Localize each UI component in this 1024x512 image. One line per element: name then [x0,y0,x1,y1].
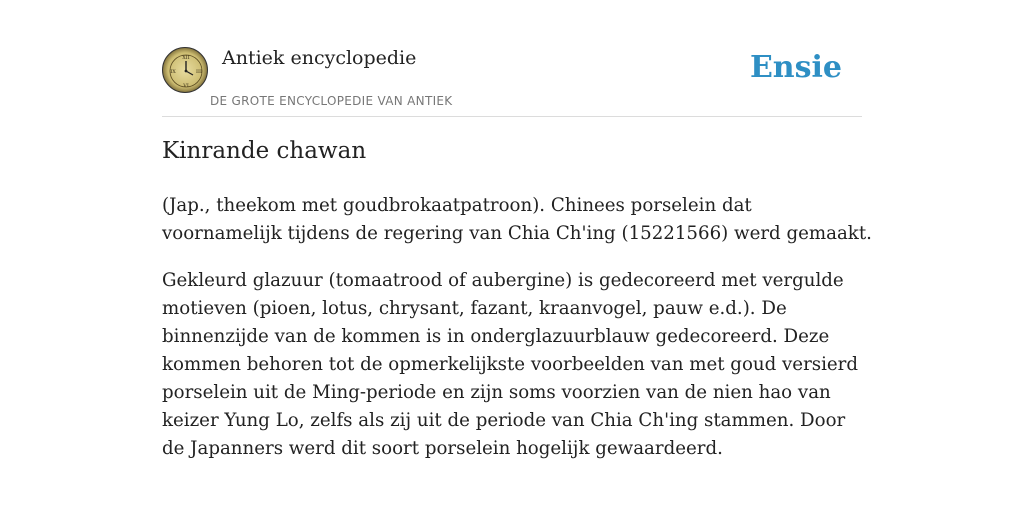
svg-text:III: III [196,69,202,75]
article-paragraph: (Jap., theekom met goudbrokaatpatroon). Chinees porselein dat voornamelijk tijdens de regering van Chia Ch'ing (15221566) werd gemaakt. [162,195,872,244]
clock-icon[interactable] [162,47,208,93]
site-header [162,44,862,117]
svg-text:XII: XII [182,55,190,61]
site-subtitle: DE GROTE ENCYCLOPEDIE VAN ANTIEK [210,94,453,108]
svg-text:VI: VI [183,83,189,89]
brand-logo[interactable]: Ensie [749,50,842,85]
article-paragraph: Gekleurd glazuur (tomaatrood of aubergine) is gedecoreerd met vergulde motieven (pioen, lotus, chrysant, fazant, kraanvogel, pauw e.d.). De binnenzijde van de kommen is in onderglazuurblauw gedecoreerd. Deze kommen behoren tot de opmerkelijkste voorbeelden van met goud versierd porselein uit de Ming-periode en zijn soms voorzien van de nien hao van keizer Yung Lo, zelfs als zij uit de periode van Chia Ch'ing stammen. Door de Japanners werd dit soort porselein hogelijk gewaardeerd. [162,270,859,459]
site-title[interactable]: Antiek encyclopedie [222,47,417,69]
article-title: Kinrande chawan [162,138,367,164]
article-body [162,192,872,482]
svg-text:IX: IX [170,69,176,75]
